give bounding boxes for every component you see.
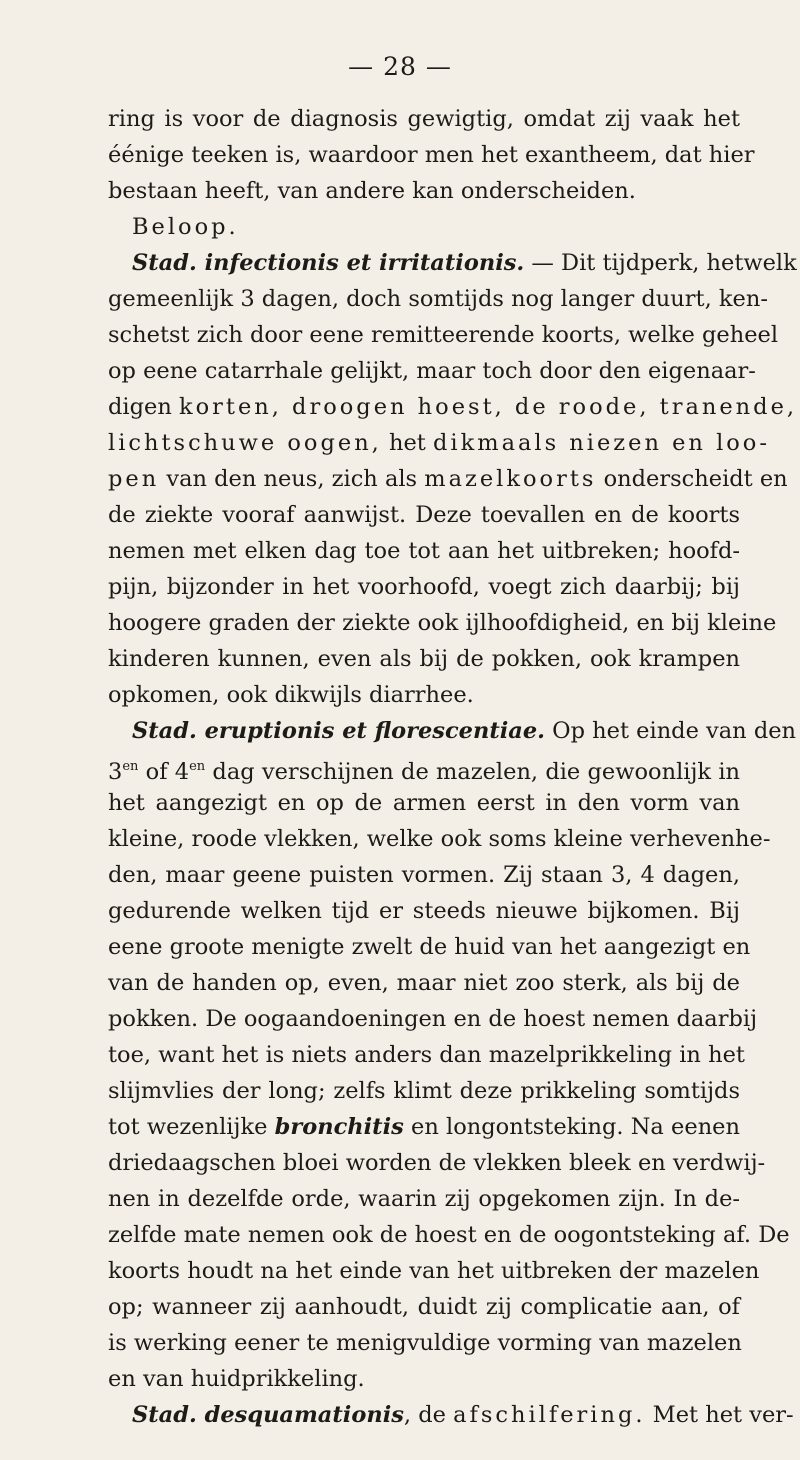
text-segment: bronchitis — [274, 1114, 404, 1140]
text-segment: eene groote menigte zwelt de huid van het aangezigt en — [108, 934, 751, 960]
text-line — [108, 1289, 740, 1325]
text-line — [108, 929, 751, 965]
text-line — [108, 1397, 794, 1433]
text-line — [108, 1037, 745, 1073]
text-segment: de ziekte vooraf aanwijst. Deze toevallen en de koorts — [108, 502, 740, 528]
text-segment: toe, want het is niets anders dan mazelprikkeling in het — [108, 1042, 745, 1068]
text-line — [108, 425, 770, 461]
text-segment: Met het ver- — [645, 1402, 794, 1428]
text-segment: onderscheidt en — [596, 466, 788, 492]
text-line — [108, 857, 740, 893]
text-segment: zelfde mate nemen ook de hoest en de oogontsteking af. De — [108, 1222, 790, 1248]
text-line — [108, 173, 740, 209]
text-segment: is werking eener te menigvuldige vorming van mazelen — [108, 1330, 742, 1356]
text-line — [108, 1001, 758, 1037]
text-segment: gemeenlijk 3 dagen, doch somtijds nog langer duurt, ken- — [108, 286, 768, 312]
text-line — [108, 893, 740, 929]
text-line — [108, 137, 755, 173]
text-segment: Beloop. — [132, 214, 239, 240]
text-segment: korten, droogen hoest, de roode, tranende, — [178, 394, 798, 420]
text-segment: Stad. eruptionis et florescentiae. — [132, 718, 546, 744]
text-segment: en — [189, 759, 206, 774]
text-line — [108, 1145, 766, 1181]
text-segment: — Dit tijdperk, hetwelk — [524, 250, 797, 276]
text-segment: lichtschuwe oogen, — [108, 430, 382, 456]
text-segment: bestaan heeft, van andere kan onderscheiden. — [108, 178, 636, 204]
text-segment: pen — [108, 466, 160, 492]
text-line — [108, 1109, 740, 1145]
text-segment: nemen met elken dag toe tot aan het uitbreken; hoofd- — [108, 538, 740, 564]
text-line — [108, 605, 777, 641]
text-segment: dag verschijnen de mazelen, die gewoonlijk in — [205, 759, 741, 785]
text-line — [108, 353, 756, 389]
text-line — [108, 641, 740, 677]
text-line — [108, 1217, 790, 1253]
text-line — [108, 1253, 760, 1289]
text-segment: kinderen kunnen, even als bij de pokken, ook krampen — [108, 646, 740, 672]
page-number: — 28 — — [348, 52, 452, 81]
text-line — [108, 281, 768, 317]
text-line — [108, 317, 779, 353]
text-segment: opkomen, ook dikwijls diarrhee. — [108, 682, 474, 708]
text-segment: hoogere graden der ziekte ook ijlhoofdigheid, en bij kleine — [108, 610, 777, 636]
text-line — [108, 461, 788, 497]
text-segment: slijmvlies der long; zelfs klimt deze prikkeling somtijds — [108, 1078, 740, 1104]
text-segment: 3 — [108, 759, 123, 785]
text-segment: en — [122, 759, 139, 774]
text-line — [108, 497, 740, 533]
text-segment: ring is voor de diagnosis gewigtig, omdat zij vaak het — [108, 106, 740, 132]
text-segment: Stad. desquamationis — [132, 1402, 404, 1428]
text-line — [108, 1361, 740, 1397]
text-segment: en longontsteking. Na eenen — [403, 1114, 740, 1140]
text-line — [108, 389, 798, 425]
text-line — [108, 101, 740, 137]
text-line — [108, 749, 740, 785]
text-segment: afschilfering. — [453, 1402, 646, 1428]
text-segment: van de handen op, even, maar niet zoo sterk, als bij de — [108, 970, 740, 996]
text-line — [108, 785, 740, 821]
text-segment: , de — [403, 1402, 454, 1428]
text-segment: tot wezenlijke — [108, 1114, 275, 1140]
text-segment: en van huidprikkeling. — [108, 1366, 365, 1392]
text-segment: Op het einde van den — [545, 718, 797, 744]
text-line — [108, 569, 740, 605]
text-line — [108, 245, 797, 281]
text-segment: pokken. De oogaandoeningen en de hoest nemen daarbij — [108, 1006, 758, 1032]
text-segment: gedurende welken tijd er steeds nieuwe bijkomen. Bij — [108, 898, 740, 924]
text-segment: driedaagschen bloei worden de vlekken bleek en verdwij- — [108, 1150, 766, 1176]
text-segment: pijn, bijzonder in het voorhoofd, voegt zich daarbij; bij — [108, 574, 740, 600]
body-text — [108, 101, 798, 1433]
text-line — [108, 1073, 740, 1109]
text-segment: het — [381, 430, 433, 456]
text-line — [108, 209, 740, 245]
text-segment: van den neus, zich als — [159, 466, 425, 492]
text-line — [108, 821, 771, 857]
text-line — [108, 1181, 740, 1217]
text-segment: het aangezigt en op de armen eerst in den vorm van — [108, 790, 740, 816]
text-line — [108, 713, 797, 749]
text-segment: koorts houdt na het einde van het uitbreken der mazelen — [108, 1258, 760, 1284]
text-segment: mazelkoorts — [424, 466, 597, 492]
text-segment: op eene catarrhale gelijkt, maar toch door den eigenaar- — [108, 358, 756, 384]
text-segment: den, maar geene puisten vormen. Zij staan 3, 4 dagen, — [108, 862, 740, 888]
text-segment: kleine, roode vlekken, welke ook soms kleine verhevenhe- — [108, 826, 771, 852]
text-segment: éénige teeken is, waardoor men het exantheem, dat hier — [108, 142, 755, 168]
text-segment: digen — [108, 394, 179, 420]
text-segment: Stad. infectionis et irritationis. — [132, 250, 525, 276]
text-segment: nen in dezelfde orde, waarin zij opgekomen zijn. In de- — [108, 1186, 740, 1212]
text-line — [108, 1325, 740, 1361]
text-segment: op; wanneer zij aanhoudt, duidt zij complicatie aan, of — [108, 1294, 740, 1320]
text-line — [108, 533, 740, 569]
text-segment: schetst zich door eene remitteerende koorts, welke geheel — [108, 322, 779, 348]
text-segment: of 4 — [138, 759, 190, 785]
text-line — [108, 677, 740, 713]
text-line — [108, 965, 740, 1001]
text-segment: dikmaals niezen en loo- — [433, 430, 770, 456]
